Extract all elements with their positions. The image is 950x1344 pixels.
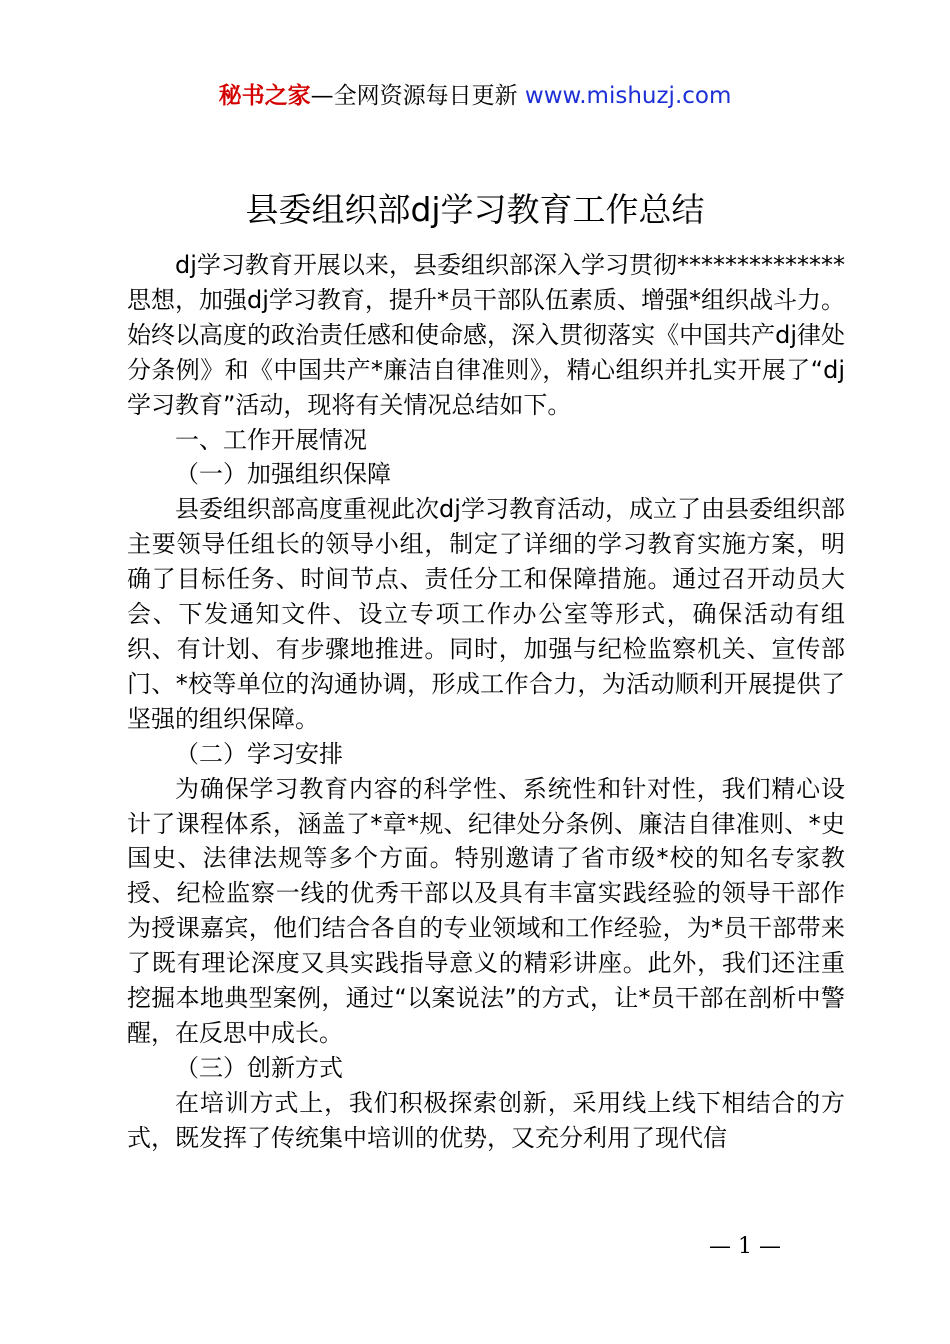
subsection-heading-2: （二）学习安排 — [175, 739, 343, 768]
section-heading-1: 一、工作开展情况 — [175, 425, 367, 454]
paragraph-organization: 县委组织部高度重视此次dj学习教育活动，成立了由县委组织部主要领导任组长的领导小组，制定了详细的学习教育实施方案，明确了目标任务、时间节点、责任分工和保障措施。通过召开动员大会、下发通知文件、设立专项工作办公室等形式，确保活动有组织、有计划、有步骤地推进。同时，加强与纪检监察机关、宣传部门、*校等单位的沟通协调，形成工作合力，为活动顺利开展提供了坚强的组织保障。 — [127, 495, 845, 733]
paragraph-study-plan: 为确保学习教育内容的科学性、系统性和针对性，我们精心设计了课程体系，涵盖了*章*规、纪律处分条例、廉洁自律准则、*史国史、法律法规等多个方面。特别邀请了省市级*校的知名专家教授、纪检监察一线的优秀干部以及具有丰富实践经验的领导干部作为授课嘉宾，他们结合各自的专业领域和工作经验，为*员干部带来了既有理论深度又具实践指导意义的精彩讲座。此外，我们还注重挖掘本地典型案例，通过“以案说法”的方式，让*员干部在剖析中警醒，在反思中成长。 — [127, 774, 845, 1047]
site-tagline: —全网资源每日更新 — [310, 83, 518, 109]
site-brand: 秘书之家 — [218, 83, 311, 109]
intro-paragraph: dj学习教育开展以来，县委组织部深入学习贯彻**************思想，加强dj学习教育，提升*员干部队伍素质、增强*组织战斗力。始终以高度的政治责任感和使命感，深入贯彻落实《中国共产dj律处分条例》和《中国共产*廉洁自律准则》，精心组织并扎实开展了“dj学习教育”活动，现将有关情况总结如下。 — [127, 251, 845, 419]
paragraph-innovation: 在培训方式上，我们积极探索创新，采用线上线下相结合的方式，既发挥了传统集中培训的优势，又充分利用了现代信 — [127, 1088, 845, 1152]
subsection-heading-3: （三）创新方式 — [175, 1053, 343, 1082]
site-header — [0, 80, 950, 112]
document-title: 县委组织部dj学习教育工作总结 — [245, 190, 705, 229]
page-number: — 1 — — [709, 1234, 781, 1259]
subsection-heading-1: （一）加强组织保障 — [175, 460, 391, 489]
document-body — [127, 212, 845, 1156]
site-url-link[interactable]: www.mishuzj.com — [524, 83, 732, 109]
